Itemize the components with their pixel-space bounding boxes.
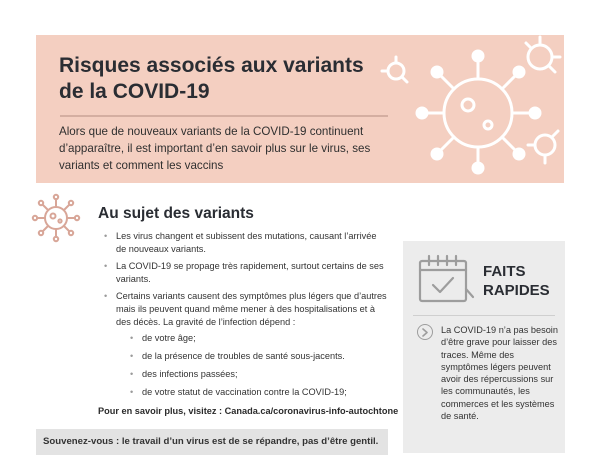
calendar-check-icon [415,253,477,305]
list-item: • Les virus changent et subissent des mutations, causant l’arrivée de nouveaux variants. [104,230,389,255]
header-banner [36,35,564,183]
severity-factors-list [130,332,389,399]
list-item: • La COVID-19 se propage très rapidement, surtout certains de ses variants. [104,260,389,285]
fast-facts-divider [413,315,555,316]
page-title: Risques associés aux variants de la COVID-19 [59,54,364,103]
list-item: • de votre âge; [130,332,389,345]
reminder-box [36,429,388,455]
fast-facts-title-line1: FAITS [483,263,526,280]
list-item: • de votre statut de vaccination contre la COVID-19; [130,386,389,399]
more-info-text: Pour en savoir plus, visitez : Canada.ca/coronavirus-info-autochtone [98,406,399,416]
section-title: Au sujet des variants [98,205,254,222]
variants-bullet-list [104,230,389,405]
list-item-text: Certains variants causent des symptômes plus légers que d’autres mais ils peuvent quand même mener à des hospitalisations et à des décès. La gravité de l’infection dépend : [116,291,387,327]
list-item: • des infections passées; [130,368,389,381]
virus-icon [29,191,83,245]
fast-facts-title-line2: RAPIDES [483,282,550,299]
fast-facts-text: La COVID-19 n’a pas besoin d’être grave pour laisser des traces. Même des symptômes légers peuvent avoir des répercussions sur les communautés, les commerces et les systèmes de santé. [441,325,558,422]
virus-illustration [380,35,564,183]
fast-facts-panel [403,241,565,453]
title-divider [60,115,388,117]
fast-facts-title [483,262,550,300]
list-item: • de la présence de troubles de santé sous-jacents. [130,350,389,363]
intro-text: Alors que de nouveaux variants de la COVID-19 continuent d’apparaître, il est important d’en savoir plus sur le virus, ses variants et comment les vaccins [59,125,371,172]
chevron-right-icon [417,324,433,340]
reminder-text: Souvenez-vous : le travail d’un virus est de se répandre, pas d’être gentil. [43,436,379,447]
list-item [104,290,389,399]
